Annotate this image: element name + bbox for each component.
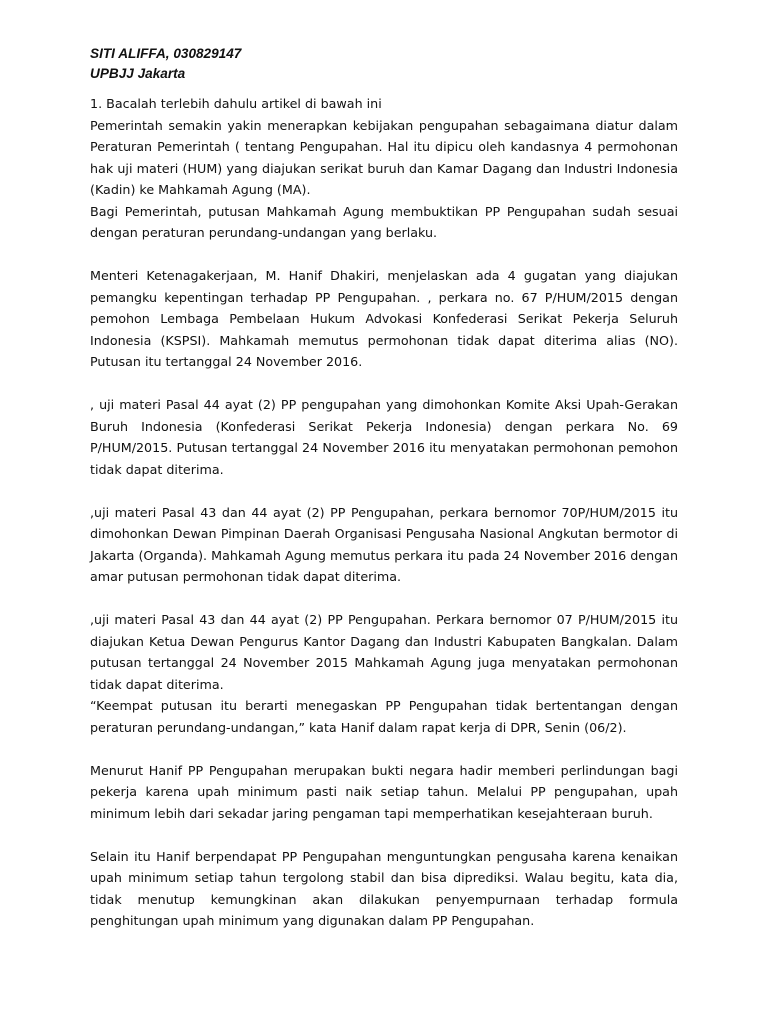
document-header	[90, 44, 241, 84]
unit-line: UPBJJ Jakarta	[90, 66, 186, 81]
article-paragraph: Bagi Pemerintah, putusan Mahkamah Agung membuktikan PP Pengupahan sudah sesuai dengan peraturan perundang-undangan yang berlaku.	[90, 203, 678, 240]
article-paragraph: , uji materi Pasal 44 ayat (2) PP pengupahan yang dimohonkan Komite Aksi Upah-Gerakan Buruh Indonesia (Konfederasi Serikat Pekerja Indonesia) dengan perkara No. 69 P/HUM/2015. Putusan tertanggal 24 November 2016 itu menyatakan permohonan pemohon tidak dapat diterima.	[90, 397, 678, 477]
question-instruction: 1. Bacalah terlebih dahulu artikel di bawah ini	[90, 96, 382, 111]
article-paragraph: Selain itu Hanif berpendapat PP Pengupahan menguntungkan pengusaha karena kenaikan upah minimum setiap tahun tergolong stabil dan bisa diprediksi. Walau begitu, kata dia, tidak menutup kemungkinan akan dilakukan penyempurnaan terhadap formula penghitungan upah minimum yang digunakan dalam PP Pengupahan.	[90, 848, 678, 928]
article-paragraph: Menurut Hanif PP Pengupahan merupakan bukti negara hadir memberi perlindungan bagi pekerja karena upah minimum pasti naik setiap tahun. Melalui PP pengupahan, upah minimum lebih dari sekadar jaring pengaman tapi memperhatikan kesejahteraan buruh.	[90, 762, 678, 821]
article-paragraph: Pemerintah semakin yakin menerapkan kebijakan pengupahan sebagaimana diatur dalam Peraturan Pemerintah ( tentang Pengupahan. Hal itu dipicu oleh kandasnya 4 permohonan hak uji materi (HUM) yang diajukan serikat buruh dan Kamar Dagang dan Industri Indonesia (Kadin) ke Mahkamah Agung (MA).	[90, 117, 678, 197]
article-paragraph: ,uji materi Pasal 43 dan 44 ayat (2) PP Pengupahan, perkara bernomor 70P/HUM/2015 itu dimohonkan Dewan Pimpinan Daerah Organisasi Pengusaha Nasional Angkutan bermotor di Jakarta (Organda). Mahkamah Agung memutus perkara itu pada 24 November 2016 dengan amar putusan permohonan tidak dapat diterima.	[90, 504, 678, 584]
author-line: SITI ALIFFA, 030829147	[90, 46, 242, 61]
quote-paragraph: “Keempat putusan itu berarti menegaskan PP Pengupahan tidak bertentangan dengan peraturan perundang-undangan,” kata Hanif dalam rapat kerja di DPR, Senin (06/2).	[90, 698, 678, 735]
article-body	[90, 93, 678, 932]
article-paragraph: ,uji materi Pasal 43 dan 44 ayat (2) PP Pengupahan. Perkara bernomor 07 P/HUM/2015 itu diajukan Ketua Dewan Pengurus Kantor Dagang dan Industri Kabupaten Bangkalan. Dalam putusan tertanggal 24 November 2015 Mahkamah Agung juga menyatakan permohonan tidak dapat diterima.	[90, 612, 678, 692]
article-paragraph: Menteri Ketenagakerjaan, M. Hanif Dhakiri, menjelaskan ada 4 gugatan yang diajukan pemangku kepentingan terhadap PP Pengupahan. , perkara no. 67 P/HUM/2015 dengan pemohon Lembaga Pembelaan Hukum Advokasi Konfederasi Serikat Pekerja Seluruh Indonesia (KSPSI). Mahkamah memutus permohonan tidak dapat diterima alias (NO). Putusan itu tertanggal 24 November 2016.	[90, 268, 678, 369]
